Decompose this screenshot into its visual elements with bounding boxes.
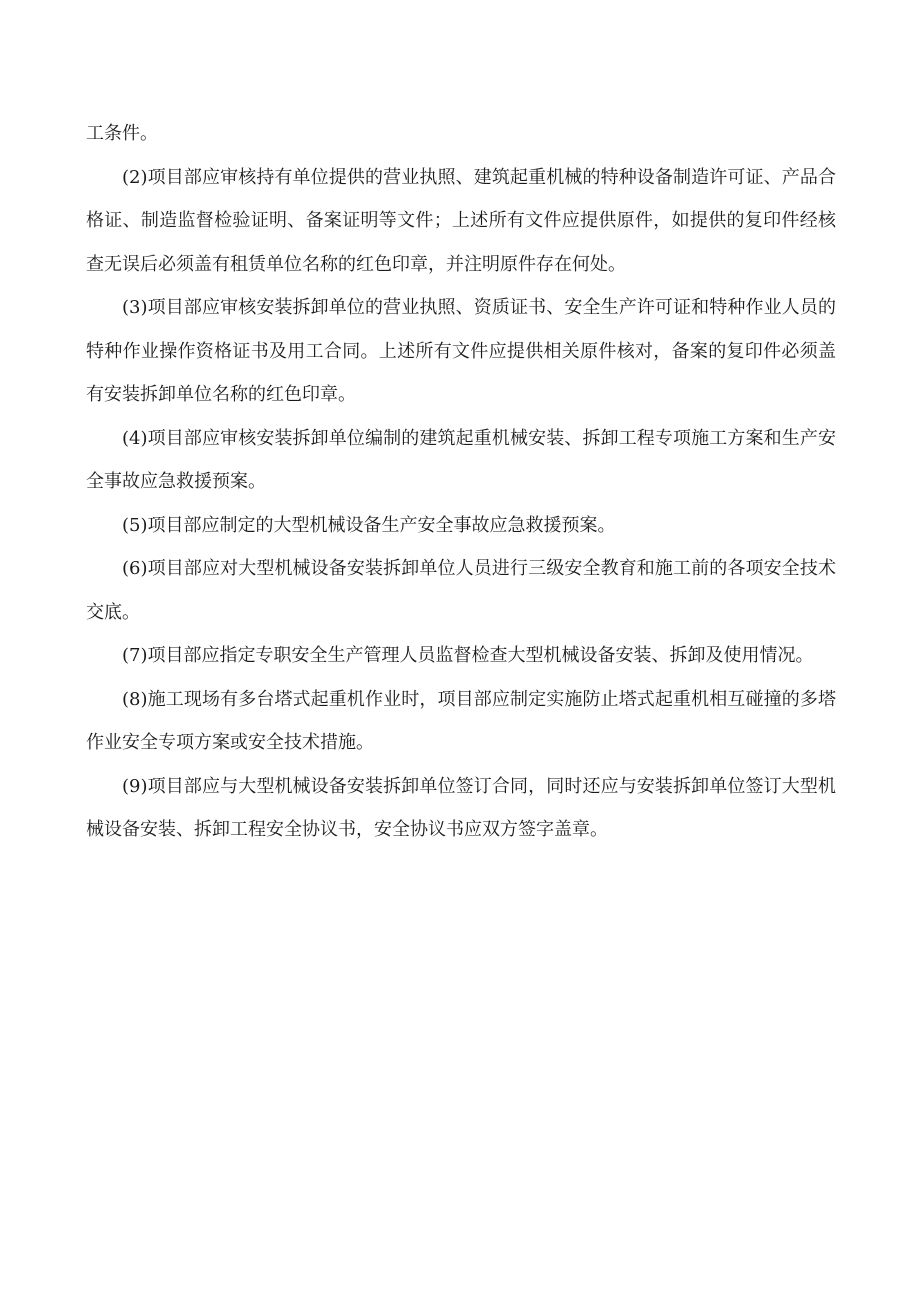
document-body xyxy=(86,112,836,852)
paragraph-item-2: (2)项目部应审核持有单位提供的营业执照、建筑起重机械的特种设备制造许可证、产品合格证、制造监督检验证明、备案证明等文件；上述所有文件应提供原件，如提供的复印件经核查无误后必须盖有租赁单位名称的红色印章，并注明原件存在何处。 xyxy=(86,166,836,275)
paragraph-item-9: (9)项目部应与大型机械设备安装拆卸单位签订合同，同时还应与安装拆卸单位签订大型机械设备安装、拆卸工程安全协议书，安全协议书应双方签字盖章。 xyxy=(86,775,836,840)
paragraph-continuation: 工条件。 xyxy=(86,123,158,144)
paragraph-item-8: (8)施工现场有多台塔式起重机作业时，项目部应制定实施防止塔式起重机相互碰撞的多塔作业安全专项方案或安全技术措施。 xyxy=(86,688,836,753)
paragraph-item-4: (4)项目部应审核安装拆卸单位编制的建筑起重机械安装、拆卸工程专项施工方案和生产安全事故应急救援预案。 xyxy=(86,427,836,492)
paragraph-item-5: (5)项目部应制定的大型机械设备生产安全事故应急救援预案。 xyxy=(122,514,616,536)
paragraph-item-7: (7)项目部应指定专职安全生产管理人员监督检查大型机械设备安装、拆卸及使用情况。 xyxy=(122,645,814,666)
paragraph-item-3: (3)项目部应审核安装拆卸单位的营业执照、资质证书、安全生产许可证和特种作业人员的特种作业操作资格证书及用工合同。上述所有文件应提供相关原件核对，备案的复印件必须盖有安装拆卸单位名称的红色印章。 xyxy=(86,297,836,405)
paragraph-item-6: (6)项目部应对大型机械设备安装拆卸单位人员进行三级安全教育和施工前的各项安全技术交底。 xyxy=(86,558,836,623)
